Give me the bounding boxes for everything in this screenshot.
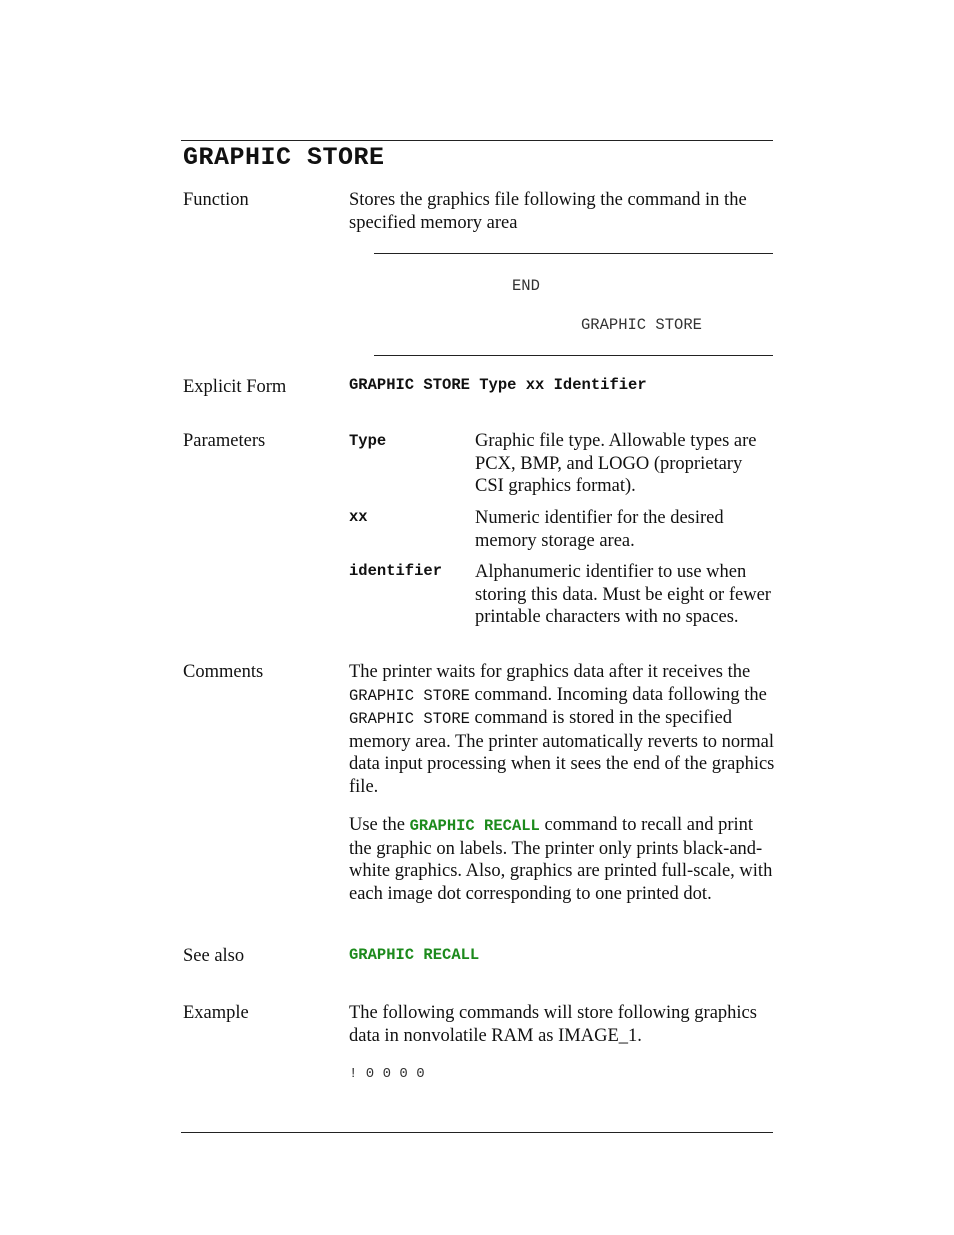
comments-p1-text-b: command. Incoming data following the xyxy=(469,684,767,705)
param-name-xx: xx xyxy=(349,508,368,526)
comments-paragraph-1 xyxy=(349,661,775,798)
comments-p1-code-1: GRAPHIC STORE xyxy=(349,686,470,705)
parameters-label: Parameters xyxy=(183,431,266,451)
explicit-form-label: Explicit Form xyxy=(183,377,287,397)
page-title: GRAPHIC STORE xyxy=(183,143,385,172)
param-name-identifier: identifier xyxy=(349,562,443,580)
see-also-graphic-recall-link[interactable]: GRAPHIC RECALL xyxy=(349,946,480,964)
function-label: Function xyxy=(183,190,249,210)
top-rule xyxy=(181,140,773,141)
bottom-rule xyxy=(181,1132,773,1133)
param-desc-type: Graphic file type. Allowable types are PCX, BMP, and LOGO (proprietary CSI graphics format). xyxy=(475,431,757,496)
function-text: Stores the graphics file following the command in the specified memory area xyxy=(349,190,747,233)
param-desc-identifier: Alphanumeric identifier to use when storing this data. Must be eight or fewer printable characters with no spaces. xyxy=(475,562,771,627)
graphic-recall-link-inline[interactable]: GRAPHIC RECALL xyxy=(409,817,540,835)
diagram-graphic-store-label: GRAPHIC STORE xyxy=(581,316,702,334)
diagram-bottom-rule xyxy=(374,355,773,356)
comments-p2-text-a: Use the xyxy=(349,815,410,835)
comments-p1-code-2: GRAPHIC STORE xyxy=(349,710,470,728)
param-name-type: Type xyxy=(349,432,387,450)
comments-p2-text-b: command to recall and print the graphic on labels. The printer only prints black-and-white graphics. Also, graphics are printed full-scale, with each image dot corresponding to one printed dot. xyxy=(349,815,773,904)
comments-p1-text-a: The printer waits for graphics data after it receives the xyxy=(349,662,751,682)
comments-label: Comments xyxy=(183,662,264,682)
comments-p1-text-c: command is stored in the specified memory area. The printer automatically reverts to normal data input processing when it sees the end of the graphics file. xyxy=(349,708,775,797)
diagram-end-label: END xyxy=(512,277,540,295)
see-also-label: See also xyxy=(183,946,245,966)
example-text: The following commands will store following graphics data in nonvolatile RAM as IMAGE_1. xyxy=(349,1003,757,1046)
param-desc-xx: Numeric identifier for the desired memory storage area. xyxy=(475,508,724,551)
example-label: Example xyxy=(183,1003,249,1023)
explicit-form-syntax: GRAPHIC STORE Type xx Identifier xyxy=(349,376,647,394)
comments-paragraph-2 xyxy=(349,814,775,905)
example-code: ! 0 0 0 0 xyxy=(349,1066,425,1082)
diagram-top-rule xyxy=(374,253,773,254)
